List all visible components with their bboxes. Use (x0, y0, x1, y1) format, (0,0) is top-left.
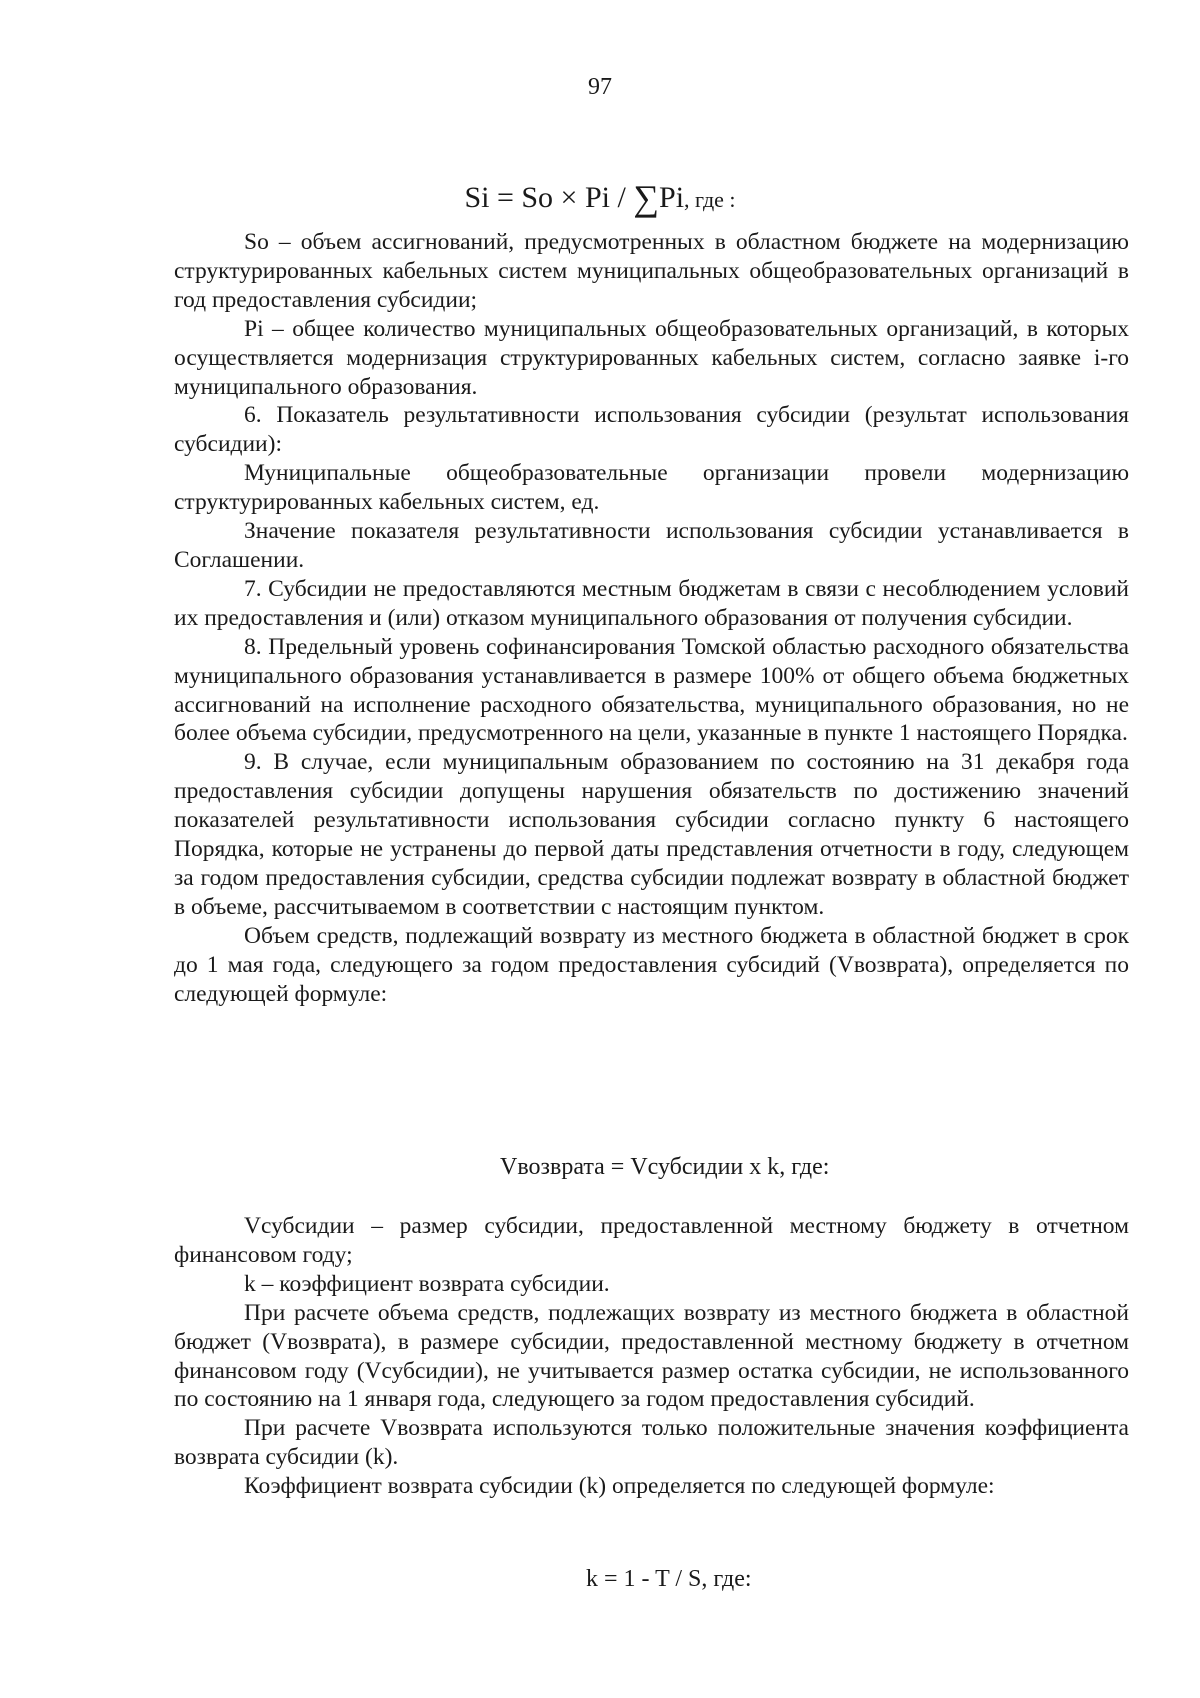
paragraph-indicator: Муниципальные общеобразовательные организации провели модернизацию структурированных кабельных систем, ед. (174, 460, 1129, 516)
paragraph-pi: Pi – общее количество муниципальных общеобразовательных организаций, в которых осуществляется модернизация структурированных кабельных систем, согласно заявке i-го муниципального образования. (174, 315, 1129, 400)
paragraph-item-7: 7. Субсидии не предоставляются местным бюджетам в связи с несоблюдением условий их предоставления и (или) отказом муниципального образования от получения субсидии. (174, 575, 1129, 631)
paragraph-k: k – коэффициент возврата субсидии. (244, 1270, 610, 1297)
formula-si-rhs: Pi (659, 181, 685, 214)
page-number: 97 (588, 74, 612, 100)
paragraph-calculation: При расчете объема средств, подлежащих возврату из местного бюджета в областной бюджет (Vвозврата), в размере субсидии, предоставленной местному бюджету в отчетном финансовом году (Vсубсидии), не учитывается размер остатка субсидии, не использованного по состоянию на 1 января года, следующего за годом предоставления субсидий. (174, 1299, 1129, 1413)
text-block-a (174, 228, 1129, 1008)
paragraph-k-formula-intro: Коэффициент возврата субсидии (k) определяется по следующей формуле: (244, 1473, 995, 1500)
formula-si-lhs: Si = So × Pi / (464, 181, 634, 214)
formula-k: k = 1 - T / S, где: (586, 1566, 752, 1592)
sigma-symbol: ∑ (633, 178, 660, 218)
paragraph-positive-values: При расчете Vвозврата используются только положительные значения коэффициента возврата субсидии (k). (174, 1415, 1129, 1471)
formula-si-gde: , где : (684, 187, 736, 212)
formula-si (0, 174, 1200, 216)
paragraph-refund-volume: Объем средств, подлежащий возврату из местного бюджета в областной бюджет в срок до 1 мая года, следующего за годом предоставления субсидий (Vвозврата), определяется по следующей формуле: (174, 922, 1129, 1007)
paragraph-so: So – объем ассигнований, предусмотренных в областном бюджете на модернизацию структурированных кабельных систем муниципальных общеобразовательных организаций в год предоставления субсидии; (174, 229, 1129, 313)
paragraph-item-9: 9. В случае, если муниципальным образованием по состоянию на 31 декабря года предоставления субсидии допущены нарушения обязательств по достижению значений показателей результативности использования субсидии согласно пункту 6 настоящего Порядка, которые не устранены до первой даты представления отчетности в году, следующем за годом предоставления субсидии, средства субсидии подлежат возврату в областной бюджет в объеме, рассчитываемом в соответствии с настоящим пунктом. (174, 749, 1129, 920)
paragraph-indicator-value: Значение показателя результативности использования субсидии устанавливается в Соглашении. (174, 518, 1129, 573)
paragraph-item-8: 8. Предельный уровень софинансирования Томской областью расходного обязательства муниципального образования устанавливается в размере 100% от общего объема бюджетных ассигнований на исполнение расходного обязательства, муниципального образования, но не более объема субсидии, предусмотренного на цели, указанные в пункте 1 настоящего Порядка. (174, 633, 1129, 747)
paragraph-v-subsidy: Vсубсидии – размер субсидии, предоставленной местному бюджету в отчетном финансовом году; (174, 1213, 1129, 1268)
formula-v-return: Vвозврата = Vсубсидии x k, где: (500, 1154, 830, 1180)
text-block-b (174, 1212, 1129, 1501)
paragraph-item-6: 6. Показатель результативности использования субсидии (результат использования субсидии): (174, 402, 1129, 458)
